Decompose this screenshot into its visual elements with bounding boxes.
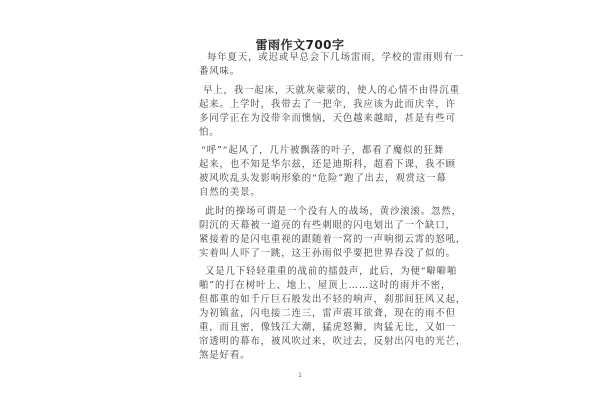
- paragraph-5-line-5: 重，而且密，像钱江大潮，猛虎怒狮，肉猛无比，又如一: [199, 322, 456, 333]
- page-number: 1: [298, 372, 302, 379]
- paragraph-1-line-1: 每年夏天，或迟或早总会下几场雷雨，学校的雷雨则有一: [207, 52, 464, 63]
- paragraph-3-line-3: 被风吹乱头发影响形象的“危险”跑了出去，观赏这一幕: [199, 173, 447, 184]
- paragraph-4-line-3: 紧接着的是闪电重视的跟随着一窝的一声响彻云霄的怒吼，: [199, 234, 467, 245]
- paragraph-5-line-3: 但都重的如千斤巨石般发出不轻的响声，刹那间狂风又起，: [199, 294, 467, 305]
- paragraph-4-line-4: 实着叫人吓了一跳，这王孙雨似乎要把世界吞没了似的。: [199, 248, 456, 259]
- paragraph-4-line-2: 阴沉的天幕被一道亮的有些刺眼的闪电划出了一个缺口，: [199, 220, 456, 231]
- paragraph-5-line-2: 啪”的打在树叶上、地上、屋顶上……这时的雨并不密，: [199, 280, 452, 291]
- paragraph-2-line-1: 早上，我一起床，天就灰蒙蒙的，使人的心情不由得沉重: [203, 85, 460, 96]
- paragraph-2-line-3: 多同学正在为没带伞而懊恼，天色越来越暗，甚是有些可: [199, 113, 456, 124]
- paragraph-2-line-2: 起来。上学时，我带去了一把伞，我应该为此而庆幸，许: [199, 99, 456, 110]
- paragraph-3-line-4: 自然的美景。: [199, 187, 261, 198]
- paragraph-5-line-4: 为初镇盆，闪电接二连三，雷声震耳欲聋，现在的雨不但: [199, 308, 456, 319]
- paragraph-3-line-2: 起来，也不知是华尔兹，还是迪斯科，超看下课，我不顾: [199, 159, 456, 170]
- paragraph-5-line-1: 又是几下轻轻重重的战前的擂鼓声，此后，为便“噼噼啪: [205, 266, 458, 277]
- paragraph-1-line-2: 番风味。: [199, 66, 241, 77]
- paragraph-2-line-4: 怕。: [199, 127, 220, 138]
- document-title: 雷雨作文700字: [255, 38, 345, 52]
- paragraph-5-line-7: 煞是好看。: [199, 350, 251, 361]
- paragraph-5-line-6: 帘透明的幕布，被风吹过来，吹过去，反射出闪电的光芒，: [199, 336, 467, 347]
- paragraph-3-line-1: “呼”“起风了，几片被飘落的叶子，都看了魔似的狂舞: [201, 145, 445, 156]
- paragraph-4-line-1: 此时的操场可谓是一个没有人的战场，黄沙滚滚。忽然，: [205, 206, 462, 217]
